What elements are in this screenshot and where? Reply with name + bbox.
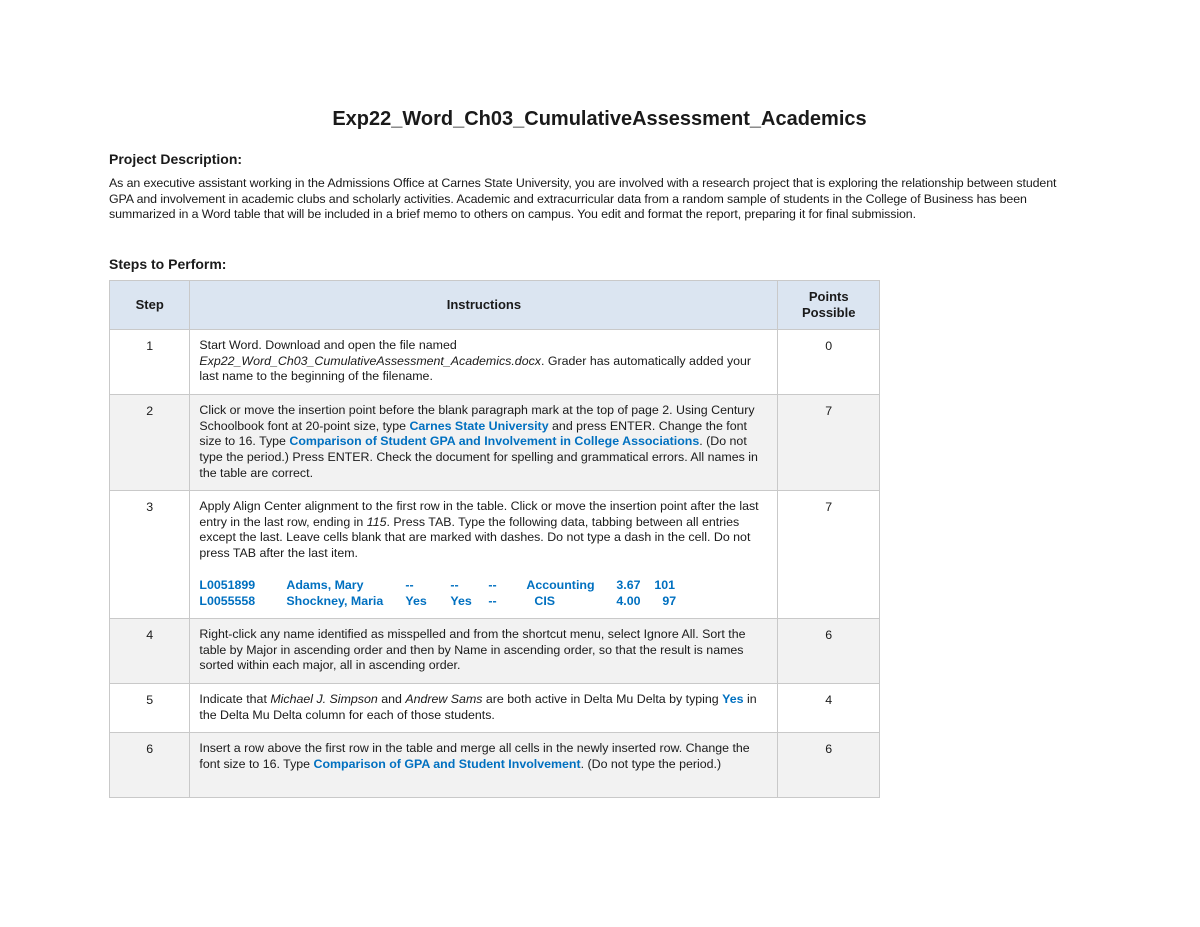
data-row: L0051899 Adams, Mary -- -- -- Accounting 3.67 101 bbox=[199, 577, 676, 592]
step-instructions: Start Word. Download and open the file named Exp22_Word_Ch03_CumulativeAssessment_Academics.docx. Grader has automatically added your last name to the beginning of the filename. bbox=[190, 330, 778, 395]
step-number: 6 bbox=[110, 733, 190, 798]
step-number: 2 bbox=[110, 395, 190, 491]
table-row bbox=[110, 330, 880, 395]
steps-heading: Steps to Perform: bbox=[109, 256, 227, 272]
data-to-type bbox=[199, 578, 768, 609]
step-number: 3 bbox=[110, 491, 190, 619]
step-number: 4 bbox=[110, 619, 190, 684]
document-title: Exp22_Word_Ch03_CumulativeAssessment_Academics bbox=[332, 108, 867, 130]
step-instructions: Right-click any name identified as misspelled and from the shortcut menu, select Ignore All. Sort the table by Major in ascending order and then by Name in ascending order, so that the result is names sorted within each major, all in ascending order. bbox=[190, 619, 778, 684]
steps-table bbox=[109, 280, 880, 798]
step-instructions: Apply Align Center alignment to the first row in the table. Click or move the insertion point after the last entry in the last row, ending in 115. Press TAB. Type the following data, tabbing between all entries except the last. Leave cells blank that are marked with dashes. Do not type a dash in the cell. Do not press TAB after the last item. L0051899 Adams, Mary -- -- -- Accounting 3.67 101 L0055558 Shockney, Maria Yes Yes -- CIS 4.00 97 bbox=[190, 491, 778, 619]
header-points-possible: Points Possible bbox=[778, 281, 880, 330]
table-row bbox=[110, 491, 880, 619]
step-instructions: Indicate that Michael J. Simpson and Andrew Sams are both active in Delta Mu Delta by typing Yes in the Delta Mu Delta column for each of those students. bbox=[190, 684, 778, 733]
step-points: 6 bbox=[778, 619, 880, 684]
step-instructions: Insert a row above the first row in the table and merge all cells in the newly inserted row. Change the font size to 16. Type Comparison of GPA and Student Involvement. (Do not type the period.) bbox=[190, 733, 778, 798]
step-points: 4 bbox=[778, 684, 880, 733]
step-number: 1 bbox=[110, 330, 190, 395]
table-row bbox=[110, 733, 880, 798]
step-points: 7 bbox=[778, 395, 880, 491]
step-points: 0 bbox=[778, 330, 880, 395]
table-row bbox=[110, 619, 880, 684]
project-description-heading: Project Description: bbox=[109, 151, 243, 167]
project-description-text: As an executive assistant working in the Admissions Office at Carnes State University, you are involved with a research project that is exploring the relationship between student GPA and involvement in academic clubs and scholarly activities. Academic and extracurricular data from a random sample of students in the College of Business has been summarized in a Word table that will be included in a brief memo to others on campus. You edit and format the report, preparing it for final submission. bbox=[109, 176, 1057, 222]
table-row bbox=[110, 395, 880, 491]
step-instructions: Click or move the insertion point before the blank paragraph mark at the top of page 2. Using Century Schoolbook font at 20-point size, type Carnes State University and press ENTER. Change the font size to 16. Type Comparison of Student GPA and Involvement in College Associations. (Do not type the period.) Press ENTER. Check the document for spelling and grammatical errors. All names in the table are correct. bbox=[190, 395, 778, 491]
step-number: 5 bbox=[110, 684, 190, 733]
header-instructions: Instructions bbox=[190, 281, 778, 330]
step-points: 6 bbox=[778, 733, 880, 798]
step-points: 7 bbox=[778, 491, 880, 619]
table-row bbox=[110, 684, 880, 733]
table-header-row bbox=[110, 281, 880, 330]
data-row: L0055558 Shockney, Maria Yes Yes -- CIS 4.00 97 bbox=[199, 593, 677, 608]
header-step: Step bbox=[110, 281, 190, 330]
